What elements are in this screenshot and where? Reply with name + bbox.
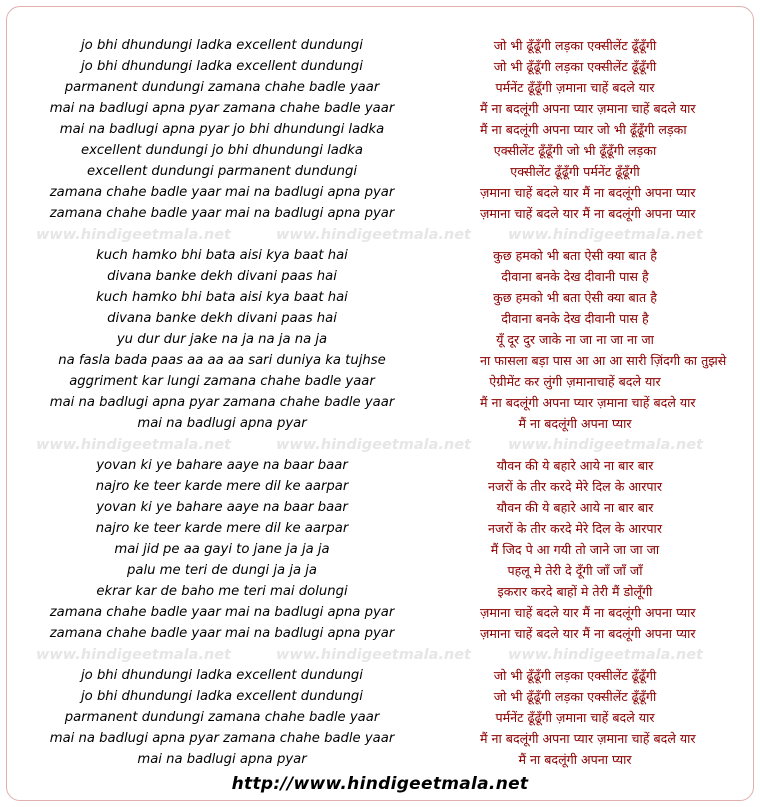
lyric-line bbox=[0, 308, 760, 329]
lyric-line bbox=[0, 203, 760, 224]
hindi-lyric: इकरार करदे बाहों मे तेरी मैं डोलूँगी bbox=[497, 584, 653, 599]
watermark-text: www.hindigeetmala.net bbox=[276, 647, 471, 663]
hindi-lyric: एक्सीलेंट ढूँढूँगी जो भी ढूँढूँगी लड़का bbox=[493, 143, 657, 158]
english-lyric: jo bhi dhundungi ladka excellent dundungi bbox=[81, 689, 363, 704]
english-lyric: mai na badlugi apna pyar jo bhi dhundungi ladka bbox=[59, 122, 385, 137]
watermark-row bbox=[0, 644, 760, 666]
site-url-footer[interactable]: http://www.hindigeetmala.net bbox=[231, 774, 529, 794]
english-lyric: parmanent dundungi zamana chahe badle yaar bbox=[64, 710, 380, 725]
hindi-lyric: मैं जिद पे आ गयी तो जाने जा जा जा bbox=[490, 542, 660, 557]
hindi-lyric: दीवाना बनके देख दीवानी पास है bbox=[501, 269, 649, 284]
lyric-line bbox=[0, 455, 760, 476]
hindi-lyric: कुछ हमको भी बता ऐसी क्या बात है bbox=[493, 248, 657, 263]
english-lyric: divana banke dekh divani paas hai bbox=[107, 269, 337, 284]
watermark-text: www.hindigeetmala.net bbox=[36, 647, 231, 663]
hindi-lyric: मैं ना बदलूंगी अपना प्यार ज़माना चाहें बदले यार bbox=[480, 101, 696, 116]
english-lyric: mai na badlugi apna pyar bbox=[137, 416, 307, 431]
lyric-line bbox=[0, 581, 760, 602]
english-lyric: parmanent dundungi zamana chahe badle yaar bbox=[64, 80, 380, 95]
stanza-3 bbox=[0, 455, 760, 644]
lyric-line bbox=[0, 266, 760, 287]
watermark-text: www.hindigeetmala.net bbox=[36, 437, 231, 453]
english-lyric: kuch hamko bhi bata aisi kya baat hai bbox=[96, 248, 348, 263]
hindi-lyric: ऐग्रीमेंट कर लुंगी ज़मानाचाहें बदले यार bbox=[489, 374, 661, 389]
stanza-2 bbox=[0, 245, 760, 434]
lyric-line bbox=[0, 287, 760, 308]
english-lyric: mai na badlugi apna pyar zamana chahe badle yaar bbox=[49, 395, 395, 410]
english-lyric: zamana chahe badle yaar mai na badlugi apna pyar bbox=[49, 185, 395, 200]
lyric-line bbox=[0, 707, 760, 728]
lyric-line bbox=[0, 623, 760, 644]
hindi-lyric: मैं ना बदलूंगी अपना प्यार जो भी ढूँढूँगी लड़का bbox=[480, 122, 687, 137]
english-lyric: excellent dundungi jo bhi dhundungi ladka bbox=[81, 143, 363, 158]
lyric-line bbox=[0, 245, 760, 266]
hindi-lyric: यूँ दूर दुर जाके ना जा ना जा ना जा bbox=[496, 332, 654, 347]
hindi-lyric: कुछ हमको भी बता ऐसी क्या बात है bbox=[493, 290, 657, 305]
lyric-line bbox=[0, 476, 760, 497]
watermark-text: www.hindigeetmala.net bbox=[276, 437, 471, 453]
english-lyric: zamana chahe badle yaar mai na badlugi apna pyar bbox=[49, 206, 395, 221]
lyric-line bbox=[0, 77, 760, 98]
lyric-line bbox=[0, 119, 760, 140]
lyric-line bbox=[0, 602, 760, 623]
hindi-lyric: जो भी ढूँढूँगी लड़का एक्सीलेंट ढूँढूँगी bbox=[493, 668, 657, 683]
hindi-lyric: यौवन की ये बहारे आये ना बार बार bbox=[496, 458, 654, 473]
lyric-line bbox=[0, 749, 760, 770]
english-lyric: excellent dundungi parmanent dundungi bbox=[86, 164, 358, 179]
hindi-lyric: जो भी ढूँढूँगी लड़का एक्सीलेंट ढूँढूँगी bbox=[493, 38, 657, 53]
stanza-4 bbox=[0, 665, 760, 770]
hindi-lyric: यौवन की ये बहारे आये ना बार बार bbox=[496, 500, 654, 515]
english-lyric: najro ke teer karde mere dil ke aarpar bbox=[95, 521, 349, 536]
english-lyric: yu dur dur jake na ja na ja na ja bbox=[116, 332, 328, 347]
stanza-1 bbox=[0, 35, 760, 224]
hindi-lyric: ना फासला बड़ा पास आ आ आ सारी ज़िंदगी का तुझसे bbox=[480, 353, 727, 368]
lyric-line bbox=[0, 413, 760, 434]
lyric-line bbox=[0, 539, 760, 560]
english-lyric: aggriment kar lungi zamana chahe badle yaar bbox=[69, 374, 375, 389]
lyric-line bbox=[0, 392, 760, 413]
english-lyric: divana banke dekh divani paas hai bbox=[107, 311, 337, 326]
watermark-row bbox=[0, 224, 760, 246]
watermark-row bbox=[0, 434, 760, 456]
english-lyric: kuch hamko bhi bata aisi kya baat hai bbox=[96, 290, 348, 305]
watermark-text: www.hindigeetmala.net bbox=[508, 437, 703, 453]
hindi-lyric: मैं ना बदलूंगी अपना प्यार ज़माना चाहें बदले यार bbox=[480, 395, 696, 410]
hindi-lyric: पहलू मे तेरी दे दूँगी जाँ जाँ जाँ bbox=[507, 563, 643, 578]
hindi-lyric: ज़माना चाहें बदले यार मैं ना बदलूंगी अपना प्यार bbox=[480, 626, 696, 641]
lyric-line bbox=[0, 140, 760, 161]
hindi-lyric: पर्मनेंट ढूँढूँगी ज़माना चाहें बदले यार bbox=[495, 80, 655, 95]
watermark-text: www.hindigeetmala.net bbox=[508, 647, 703, 663]
lyric-line bbox=[0, 329, 760, 350]
lyric-line bbox=[0, 665, 760, 686]
english-lyric: jo bhi dhundungi ladka excellent dundungi bbox=[81, 59, 363, 74]
hindi-lyric: ज़माना चाहें बदले यार मैं ना बदलूंगी अपना प्यार bbox=[480, 605, 696, 620]
english-lyric: jo bhi dhundungi ladka excellent dundungi bbox=[81, 38, 363, 53]
english-lyric: mai na badlugi apna pyar zamana chahe badle yaar bbox=[49, 101, 395, 116]
hindi-lyric: पर्मनेंट ढूँढूँगी ज़माना चाहें बदले यार bbox=[495, 710, 655, 725]
english-lyric: najro ke teer karde mere dil ke aarpar bbox=[95, 479, 349, 494]
hindi-lyric: ज़माना चाहें बदले यार मैं ना बदलूंगी अपना प्यार bbox=[480, 185, 696, 200]
english-lyric: jo bhi dhundungi ladka excellent dundungi bbox=[81, 668, 363, 683]
hindi-lyric: ज़माना चाहें बदले यार मैं ना बदलूंगी अपना प्यार bbox=[480, 206, 696, 221]
english-lyric: ekrar kar de baho me teri mai dolungi bbox=[96, 584, 348, 599]
english-lyric: yovan ki ye bahare aaye na baar baar bbox=[96, 500, 348, 515]
hindi-lyric: दीवाना बनके देख दीवानी पास है bbox=[501, 311, 649, 326]
hindi-lyric: मैं ना बदलूंगी अपना प्यार bbox=[518, 752, 632, 767]
lyric-line bbox=[0, 56, 760, 77]
english-lyric: zamana chahe badle yaar mai na badlugi apna pyar bbox=[49, 605, 395, 620]
english-lyric: na fasla bada paas aa aa aa sari duniya ka tujhse bbox=[58, 353, 386, 368]
english-lyric: mai na badlugi apna pyar bbox=[137, 752, 307, 767]
watermark-text: www.hindigeetmala.net bbox=[276, 227, 471, 243]
lyric-line bbox=[0, 182, 760, 203]
lyric-line bbox=[0, 497, 760, 518]
lyric-line bbox=[0, 98, 760, 119]
english-lyric: mai na badlugi apna pyar zamana chahe badle yaar bbox=[49, 731, 395, 746]
english-lyric: zamana chahe badle yaar mai na badlugi apna pyar bbox=[49, 626, 395, 641]
watermark-text: www.hindigeetmala.net bbox=[508, 227, 703, 243]
lyric-line bbox=[0, 728, 760, 749]
hindi-lyric: मैं ना बदलूंगी अपना प्यार ज़माना चाहें बदले यार bbox=[480, 731, 696, 746]
hindi-lyric: नजरों के तीर करदे मेरे दिल के आरपार bbox=[488, 479, 662, 494]
hindi-lyric: मैं ना बदलूंगी अपना प्यार bbox=[518, 416, 632, 431]
lyric-line bbox=[0, 686, 760, 707]
english-lyric: yovan ki ye bahare aaye na baar baar bbox=[96, 458, 348, 473]
hindi-lyric: जो भी ढूँढूँगी लड़का एक्सीलेंट ढूँढूँगी bbox=[493, 689, 657, 704]
english-lyric: palu me teri de dungi ja ja ja bbox=[127, 563, 317, 578]
lyric-line bbox=[0, 35, 760, 56]
lyric-line bbox=[0, 350, 760, 371]
hindi-lyric: नजरों के तीर करदे मेरे दिल के आरपार bbox=[488, 521, 662, 536]
english-lyric: mai jid pe aa gayi to jane ja ja ja bbox=[114, 542, 330, 557]
hindi-lyric: एक्सीलेंट ढूँढूँगी पर्मनेंट ढूँढूँगी bbox=[510, 164, 640, 179]
lyric-line bbox=[0, 161, 760, 182]
lyric-line bbox=[0, 560, 760, 581]
hindi-lyric: जो भी ढूँढूँगी लड़का एक्सीलेंट ढूँढूँगी bbox=[493, 59, 657, 74]
lyric-line bbox=[0, 371, 760, 392]
watermark-text: www.hindigeetmala.net bbox=[36, 227, 231, 243]
lyric-line bbox=[0, 518, 760, 539]
